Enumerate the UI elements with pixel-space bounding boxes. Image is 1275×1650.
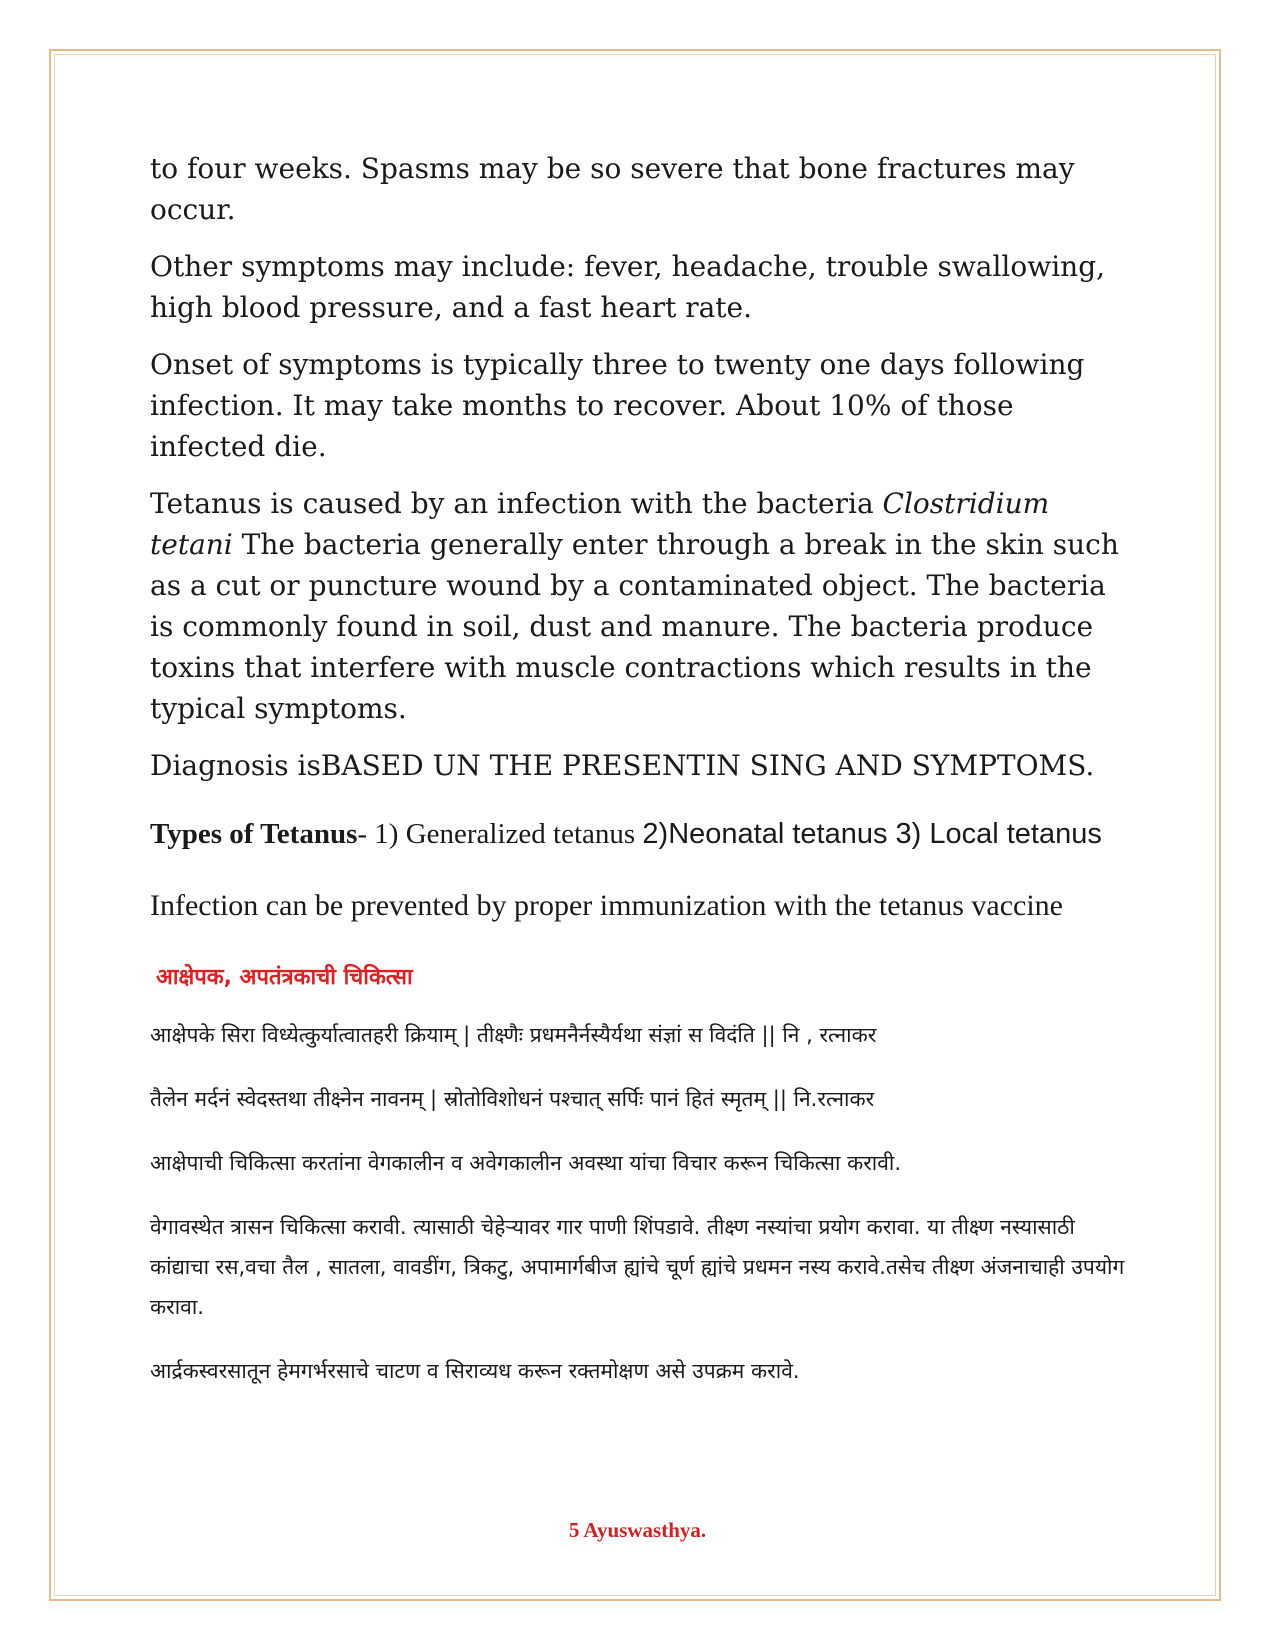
paragraph-prevention: Infection can be prevented by proper immunization with the tetanus vaccine (150, 889, 1063, 922)
paragraph-other-symptoms: Other symptoms may include: fever, headache, trouble swallowing, high blood pressure, and a fast heart rate. (150, 250, 1106, 324)
page-footer: 5 Ayuswasthya. (568, 1518, 707, 1542)
cause-text-start: Tetanus is caused by an infection with the bacteria (150, 487, 883, 520)
paragraph-cause (150, 483, 1130, 729)
marathi-heading: आक्षेपक, अपतंत्रकाची चिकित्सा (156, 965, 413, 990)
cause-text-end: The bacteria generally enter through a break in the skin such as a cut or puncture wound by a contaminated object. The bacteria is commonly found in soil, dust and manure. The bacteria produce toxins that interfere with muscle contractions which results in the typical symptoms. (150, 528, 1119, 725)
paragraph-spasms: to four weeks. Spasms may be so severe that bone fractures may occur. (150, 152, 1075, 226)
marathi-shloka-1: आक्षेपके सिरा विध्येत्कुर्यात्वातहरी क्रियाम् | तीक्ष्णैः प्रधमनैर्नस्यैर्यथा संज्ञां स विदंति || नि , रत्नाकर (150, 1023, 877, 1047)
marathi-shloka-2: तैलेन मर्दनं स्वेदस्तथा तीक्ष्नेन नावनम् | स्रोतोविशोधनं पश्चात् सर्पिः पानं हितं स्मृतम् || नि.रत्नाकर (150, 1087, 875, 1111)
bacteria-name: Clostridium tetani (150, 487, 1050, 561)
types-label: Types of Tetanus (150, 818, 358, 850)
marathi-paragraph-3: आर्द्रकस्वरसातून हेमगर्भरसाचे चाटण व सिराव्यध करून रक्तमोक्षण असे उपक्रम करावे. (150, 1359, 800, 1383)
page-content (150, 148, 1130, 1391)
paragraph-onset: Onset of symptoms is typically three to twenty one days following infection. It may take months to recover. About 10% of those infected die. (150, 348, 1085, 463)
paragraph-diagnosis: Diagnosis isBASED UN THE PRESENTIN SING AND SYMPTOMS. (150, 749, 1095, 782)
marathi-paragraph-2: वेगावस्थेत त्रासन चिकित्सा करावी. त्यासाठी चेहेऱ्यावर गार पाणी शिंपडावे. तीक्ष्ण नस्यांचा प्रयोग करावा. या तीक्ष्ण नस्यासाठी कांद्याचा रस,वचा तैल , सातला, वावडींग, त्रिकटु, अपामार्गबीज ह्यांचे चूर्ण ह्यांचे प्रधमन नस्य करावे.तसेच तीक्ष्ण अंजनाचाही उपयोग करावा. (150, 1215, 1125, 1319)
marathi-paragraph-1: आक्षेपाची चिकित्सा करतांना वेगकालीन व अवेगकालीन अवस्था यांचा विचार करून चिकित्सा करावी. (150, 1151, 902, 1175)
types-item-neonatal-local: 2)Neonatal tetanus 3) Local tetanus (642, 818, 1102, 850)
types-of-tetanus (150, 816, 1130, 853)
types-item-generalized: - 1) Generalized tetanus (357, 818, 643, 850)
